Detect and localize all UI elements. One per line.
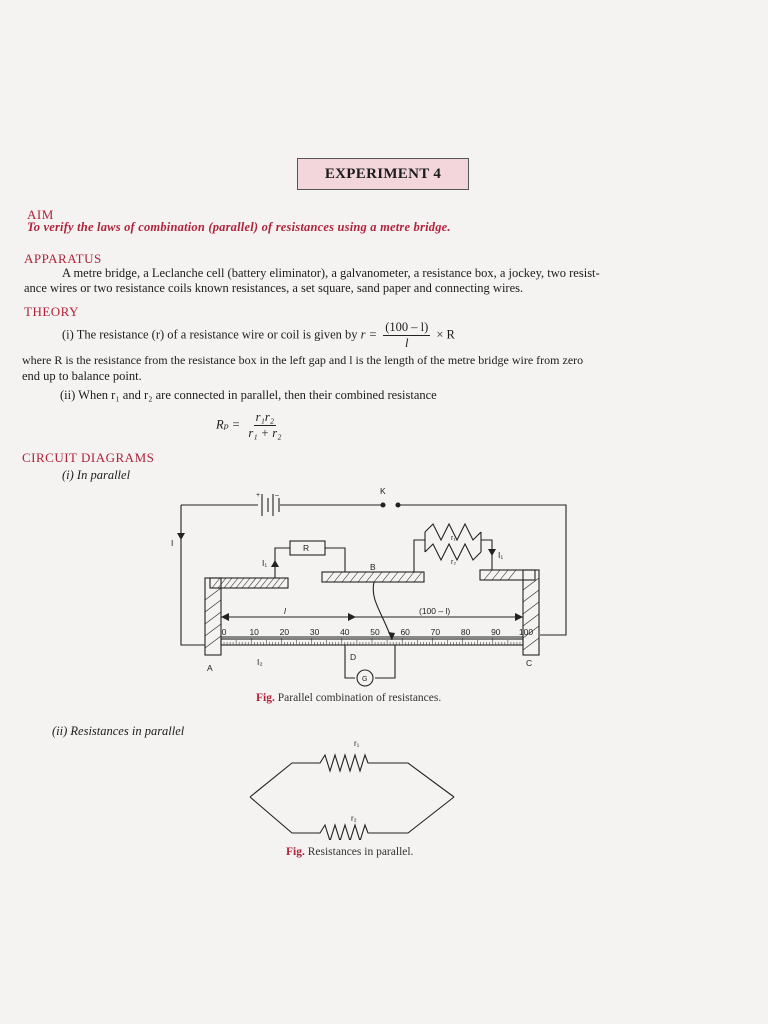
label-current-i1-left: I₁ <box>262 558 268 568</box>
label-end-c: C <box>526 658 533 668</box>
arrow-i1-left <box>271 560 279 567</box>
scale-label: 40 <box>340 627 350 637</box>
arrow-i1-right <box>488 549 496 556</box>
scale-label: 50 <box>370 627 380 637</box>
label-resistor: R <box>303 543 310 553</box>
apparatus-line-2: ance wires or two resistance coils known resistances, a set square, sand paper and connecting wires. <box>24 281 524 295</box>
fig2-label: Fig. <box>286 846 305 858</box>
label-galvanometer: G <box>362 676 368 683</box>
wire-r-left <box>275 548 290 578</box>
aim-text: To verify the laws of combination (parallel) of resistances using a metre bridge. <box>27 220 451 234</box>
apparatus-line-1: A metre bridge, a Leclanche cell (battery eliminator), a galvanometer, a resistance box, a jockey, two resist- <box>62 266 600 280</box>
label-key: K <box>380 486 386 496</box>
scale-labels <box>222 627 534 637</box>
key-terminal-left <box>381 503 385 507</box>
scale-label: 60 <box>400 627 410 637</box>
experiment-title: EXPERIMENT 4 <box>297 158 469 190</box>
scale-label: 70 <box>430 627 441 637</box>
arrow-i-main <box>177 533 185 540</box>
rp-lhs: Rₚ = <box>216 417 241 432</box>
circuit-heading: CIRCUIT DIAGRAMS <box>22 450 155 465</box>
fig2-caption-text: Resistances in parallel. <box>307 846 414 858</box>
arrow-length-left-head <box>221 613 229 621</box>
parallel-diagram <box>248 735 458 840</box>
parallel-top-wire <box>250 755 454 797</box>
theory-item1-lhs: r = <box>360 327 378 342</box>
wire-r-right <box>325 548 345 572</box>
fig2-caption <box>286 846 413 858</box>
fig1-caption-text: Parallel combination of resistances. <box>277 692 442 704</box>
label-end-a: A <box>207 663 213 673</box>
key-terminal-right <box>396 503 400 507</box>
resistor-r2-zigzag <box>425 544 481 560</box>
theory-item1-suffix: × R <box>436 327 455 342</box>
label-point-d: D <box>350 652 357 662</box>
theory-where-line-1: where R is the resistance from the resistance box in the left gap and l is the length of the metre bridge wire from zero <box>22 353 584 367</box>
scale-label: 30 <box>309 627 320 637</box>
scale-label: 90 <box>491 627 501 637</box>
fig1-label: Fig. <box>256 692 275 704</box>
wire-parallel-right <box>481 540 492 570</box>
theory-item-2: (ii) When r₁ and r₂ are connected in parallel, then their combined resistance <box>60 388 437 402</box>
theory-heading: THEORY <box>24 304 79 319</box>
scale-label: 10 <box>249 627 259 637</box>
label-cell-plus: + <box>256 492 261 499</box>
label-r2: r₂ <box>451 559 457 566</box>
arrow-length-right-head <box>515 613 523 621</box>
label-current-i2: I₂ <box>257 657 263 667</box>
fig2-label-r2: r₂ <box>351 814 357 823</box>
scale-label: 20 <box>279 627 290 637</box>
label-current-i1-right: I₁ <box>498 550 504 560</box>
label-cell-minus: – <box>275 492 279 499</box>
theory-item1-denominator: l <box>404 336 409 350</box>
aim-heading: AIM <box>27 207 54 222</box>
scale-label: 0 <box>221 627 227 637</box>
fig2-label-r1: r₁ <box>354 739 360 748</box>
circuit-sub-1: (i) In parallel <box>62 468 131 482</box>
scale-label: 100 <box>518 627 534 637</box>
wire-left <box>181 505 205 645</box>
label-right-length: (100 – l) <box>419 606 451 616</box>
circuit-sub-2: (ii) Resistances in parallel <box>52 724 185 738</box>
rp-denominator: r₁ + r₂ <box>248 426 282 440</box>
theory-item1-prefix: (i) The resistance (r) of a resistance wire or coil is given by <box>62 327 358 342</box>
label-current-main: I <box>171 538 174 548</box>
fig1-caption <box>256 692 441 704</box>
wire-parallel-left <box>414 540 425 572</box>
label-left-length: l <box>284 606 286 616</box>
theory-where-line-2: end up to balance point. <box>22 369 142 383</box>
scale-label: 80 <box>460 627 471 637</box>
rp-numerator: r₁r₂ <box>255 410 275 424</box>
theory-item1-numerator: (100 – l) <box>385 320 429 334</box>
label-r1: r₁ <box>451 535 456 542</box>
label-jockey-point: B <box>370 562 376 572</box>
arrow-length-mid-head <box>348 613 356 621</box>
apparatus-heading: APPARATUS <box>24 251 102 266</box>
